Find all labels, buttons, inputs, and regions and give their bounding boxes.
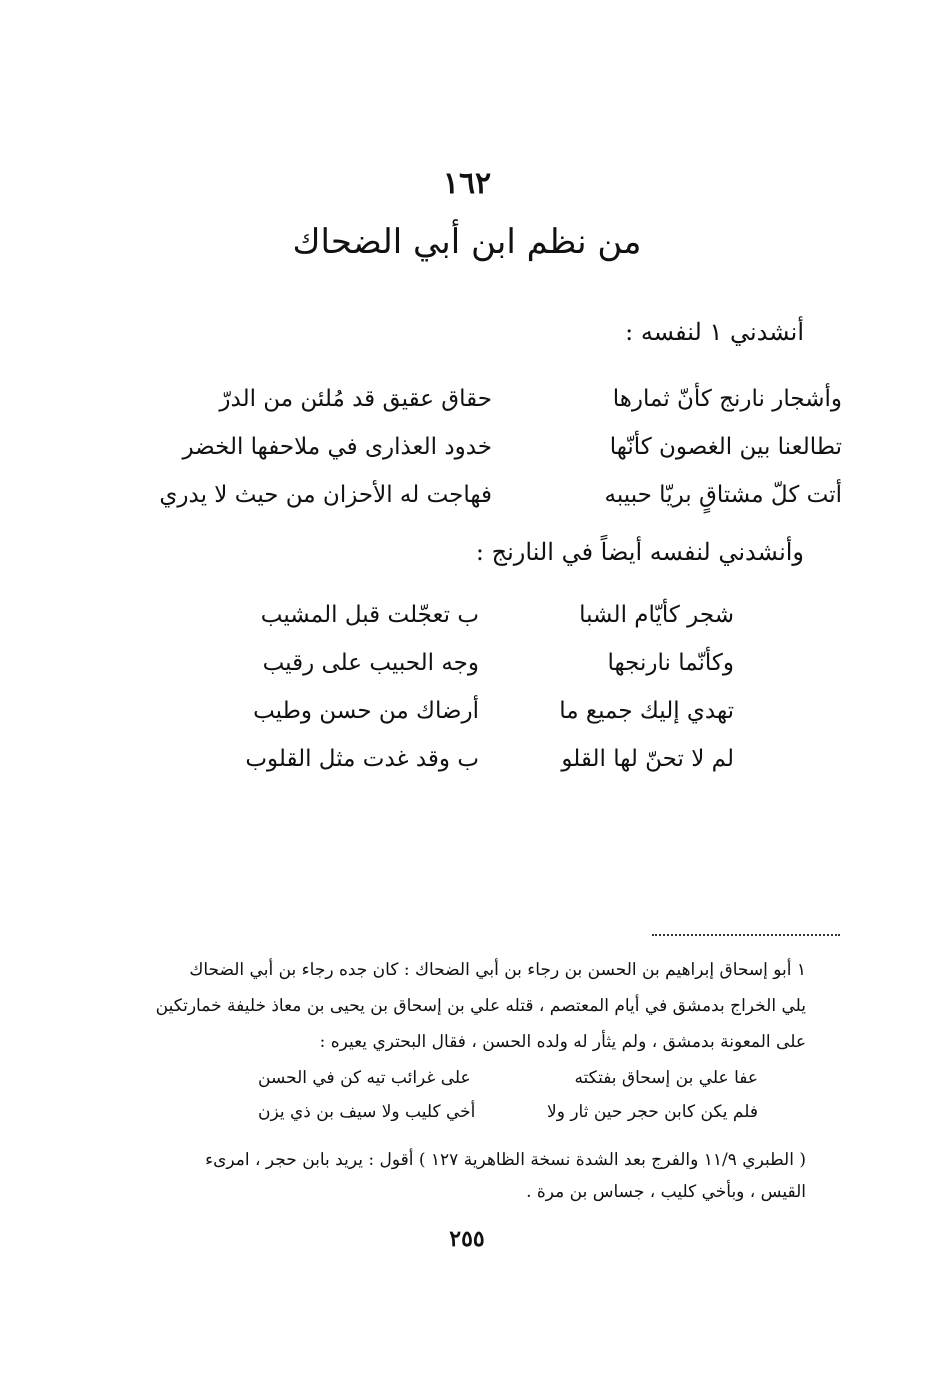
footnote-hemistich-first: فلم يكن كابن حجر حين ثار ولا — [547, 1102, 758, 1122]
footnote-hemistich-first: عفا علي بن إسحاق بفتكته — [574, 1068, 758, 1088]
poem-2-verse — [253, 690, 734, 738]
footnote-line: القيس ، وبأخي كليب ، جساس بن مرة . — [526, 1182, 806, 1202]
hemistich-second: ب تعجّلت قبل المشيب — [260, 602, 479, 628]
page-number: ٢٥٥ — [449, 1226, 485, 1252]
hemistich-second: أرضاك من حسن وطيب — [253, 698, 479, 724]
poem-2-verse — [245, 738, 734, 786]
poem-1 — [159, 378, 842, 522]
hemistich-first: أتت كلّ مشتاقٍ بريّا حبيبه — [604, 482, 842, 508]
footnote-verse — [258, 1068, 758, 1088]
footnote-line: ( الطبري ١١/٩ والفرج بعد الشدة نسخة الظاهرية ١٢٧ ) أقول : يريد بابن حجر ، امرىء — [205, 1150, 806, 1170]
hemistich-second: خدود العذارى في ملاحفها الخضر — [182, 434, 492, 460]
footnote-hemistich-second: أخي كليب ولا سيف بن ذي يزن — [258, 1102, 476, 1122]
hemistich-second: فهاجت له الأحزان من حيث لا يدري — [159, 482, 492, 508]
poem-1-verse — [162, 426, 842, 474]
intro-line-1: أنشدني ١ لنفسه : — [625, 318, 804, 346]
hemistich-first: لم لا تحنّ لها القلو — [561, 746, 734, 772]
section-title: من نظم ابن أبي الضحاك — [292, 222, 642, 262]
footnote-separator — [652, 934, 840, 936]
hemistich-second: وجه الحبيب على رقيب — [262, 650, 479, 676]
hemistich-first: وأشجار نارنج كأنّ ثمارها — [612, 386, 842, 412]
poem-2-verse — [264, 642, 734, 690]
footnote-hemistich-second: على غرائب تيه كن في الحسن — [258, 1068, 471, 1088]
hemistich-first: تهدي إليك جميع ما — [559, 698, 734, 724]
hemistich-first: تطالعنا بين الغصون كأنّها — [609, 434, 842, 460]
footnote-line: يلي الخراج بدمشق في أيام المعتصم ، قتله علي بن إسحاق بن يحيى بن معاذ خليفة خمارتكين — [155, 996, 806, 1016]
hemistich-second: ب وقد غدت مثل القلوب — [245, 746, 479, 772]
footnote-line: ١ أبو إسحاق إبراهيم بن الحسن بن رجاء بن أبي الضحاك : كان جده رجاء بن أبي الضحاك — [189, 960, 806, 980]
poem-1-verse — [159, 474, 842, 522]
footnote-line: على المعونة بدمشق ، ولم يثأر له ولده الحسن ، فقال البحتري يعيره : — [319, 1032, 806, 1052]
poem-2-verse — [260, 594, 734, 642]
section-number: ١٦٢ — [442, 166, 492, 201]
footnote-verse — [258, 1102, 758, 1122]
poem-2 — [245, 594, 734, 786]
hemistich-first: وكأنّما نارنجها — [607, 650, 734, 676]
poem-1-verse — [162, 378, 842, 426]
hemistich-first: شجر كأيّام الشبا — [579, 602, 734, 628]
intro-line-2: وأنشدني لنفسه أيضاً في النارنج : — [475, 538, 804, 566]
hemistich-second: حقاق عقيق قد مُلئن من الدرّ — [219, 386, 492, 412]
